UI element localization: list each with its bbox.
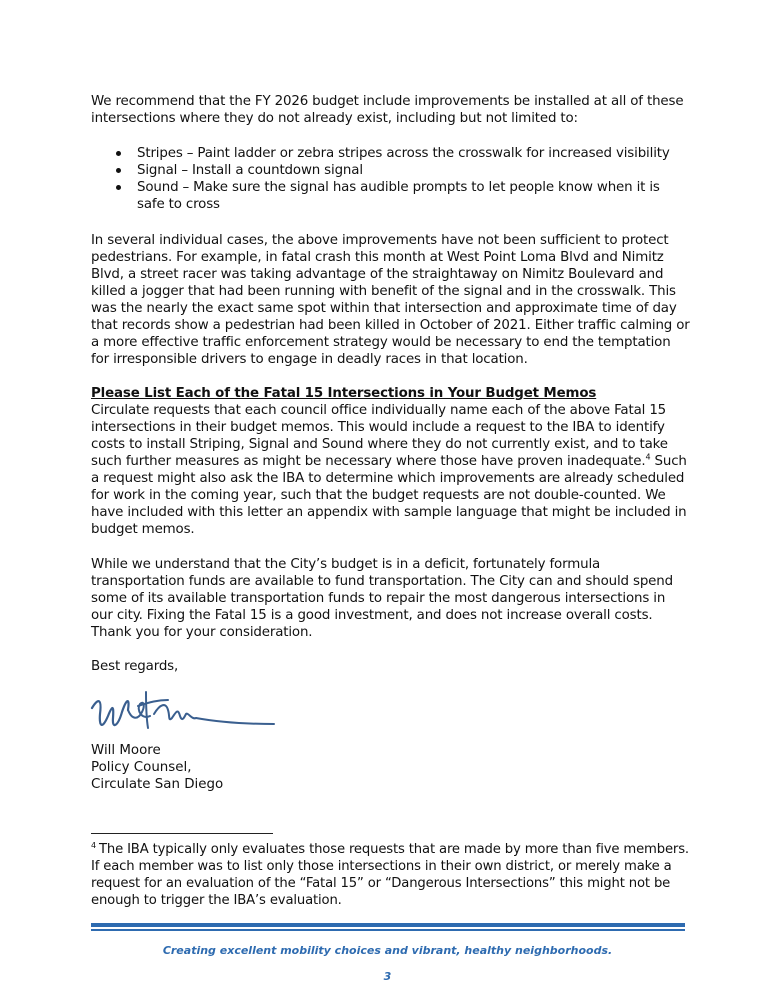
footnote: [91, 841, 691, 909]
signer-name: Will Moore: [91, 743, 161, 758]
bullet-icon: [116, 185, 121, 190]
footer-rule-thin: [91, 929, 685, 931]
signer-title: Policy Counsel,: [91, 760, 192, 775]
signature: [88, 686, 278, 740]
footnote-divider: [91, 833, 273, 834]
list-item: Sound – Make sure the signal has audible prompts to let people know when it is safe to cross: [91, 179, 691, 213]
page-number: 3: [383, 970, 392, 983]
footnote-text: The IBA typically only evaluates those requests that are made by more than five members. If each member was to list only those intersections in their own district, or merely make a request for an evaluation of the “Fatal 15” or “Dangerous Intersections” this might not be enough to trigger the IBA’s evaluation.: [91, 842, 689, 908]
bullet-icon: [116, 168, 121, 173]
footer-rule-thick: [91, 923, 685, 927]
incident-paragraph: In several individual cases, the above improvements have not been sufficient to protect pedestrians. For example, in fatal crash this month at West Point Loma Blvd and Nimitz Blvd, a street racer was taking advantage of the straightaway on Nimitz Boulevard and killed a jogger that had been running with benefit of the signal and in the crosswalk. This was the nearly the exact same spot within that intersection and approximate time of day that records show a pedestrian had been killed in October of 2021. Either traffic calming or a more effective traffic enforcement strategy would be necessary to end the temptation for irresponsible drivers to engage in deadly races in that location.: [91, 233, 690, 367]
section-heading: Please List Each of the Fatal 15 Intersections in Your Budget Memos: [91, 386, 597, 401]
list-item: Signal – Install a countdown signal: [91, 162, 691, 179]
memo-section: [91, 385, 691, 538]
memo-text-before: Circulate requests that each council office individually name each of the above Fatal 15 intersections in their budget memos. This would include a request to the IBA to identify costs to install Striping, Signal and Sound where they do not currently exist, and to take such further measures as might be necessary where those have proven inadequate.: [91, 403, 668, 469]
footnote-number: 4: [91, 840, 96, 850]
improvements-list: [91, 145, 691, 213]
list-item: Stripes – Paint ladder or zebra stripes across the crosswalk for increased visibility: [91, 145, 691, 162]
footer-tagline: Creating excellent mobility choices and vibrant, healthy neighborhoods.: [162, 944, 613, 957]
memo-text-after: Such a request might also ask the IBA to determine which improvements are already scheduled for work in the coming year, such that the budget requests are not double-counted. We have included with this letter an appendix with sample language that might be included in budget memos.: [91, 454, 687, 537]
footnote-reference: 4: [645, 452, 651, 462]
closing-salutation: Best regards,: [91, 659, 179, 674]
intro-paragraph: We recommend that the FY 2026 budget include improvements be installed at all of these intersections where they do not already exist, including but not limited to:: [91, 94, 684, 126]
signature-block: [91, 742, 223, 793]
budget-paragraph: While we understand that the City’s budget is in a deficit, fortunately formula transportation funds are available to fund transportation. The City can and should spend some of its available transportation funds to repair the most dangerous intersections in our city. Fixing the Fatal 15 is a good investment, and does not increase overall costs. Thank you for your consideration.: [91, 557, 673, 640]
bullet-icon: [116, 151, 121, 156]
signer-organization: Circulate San Diego: [91, 777, 224, 792]
